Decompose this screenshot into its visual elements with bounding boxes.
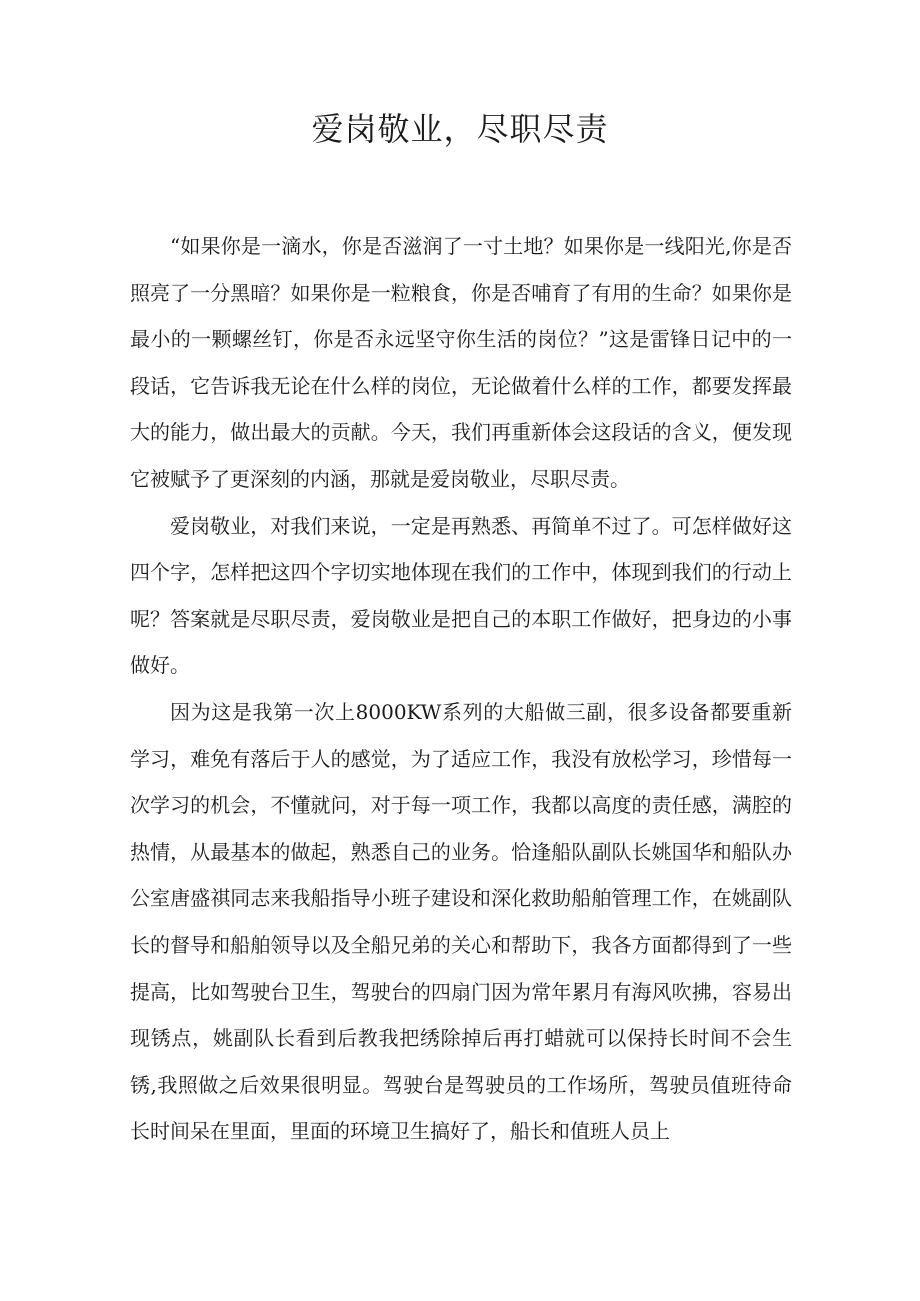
document-body (130, 223, 792, 1155)
paragraph-3: 因为这是我第一次上8000KW系列的大船做三副，很多设备都要重新学习，难免有落后于人的感觉，为了适应工作，我没有放松学习，珍惜每一次学习的机会，不懂就问，对于每一项工作，我都以高度的责任感，满腔的热情，从最基本的做起，熟悉自己的业务。恰逢船队副队长姚国华和船队办公室唐盛祺同志来我船指导小班子建设和深化救助船舶管理工作，在姚副队长的督导和船舶领导以及全船兄弟的关心和帮助下，我各方面都得到了一些提高，比如驾驶台卫生，驾驶台的四扇门因为常年累月有海风吹拂，容易出现锈点，姚副队长看到后教我把绣除掉后再打蜡就可以保持长时间不会生锈,我照做之后效果很明显。驾驶台是驾驶员的工作场所，驾驶员值班待命长时间呆在里面，里面的环境卫生搞好了，船长和值班人员上 (130, 699, 792, 1144)
paragraph-1: “如果你是一滴水，你是否滋润了一寸土地？如果你是一线阳光,你是否照亮了一分黑暗？如果你是一粒粮食，你是否哺育了有用的生命？如果你是最小的一颗螺丝钉，你是否永远坚守你生活的岗位？”这是雷锋日记中的一段话，它告诉我无论在什么样的岗位，无论做着什么样的工作，都要发挥最大的能力，做出最大的贡献。今天，我们再重新体会这段话的含义，便发现它被赋予了更深刻的内涵，那就是爱岗敬业，尽职尽责。 (130, 234, 792, 491)
paragraph-2: 爱岗敬业，对我们来说，一定是再熟悉、再简单不过了。可怎样做好这四个字，怎样把这四个字切实地体现在我们的工作中，体现到我们的行动上呢？答案就是尽职尽责，爱岗敬业是把自己的本职工作做好，把身边的小事做好。 (130, 513, 792, 678)
document-title: 爱岗敬业，尽职尽责 (311, 110, 609, 148)
